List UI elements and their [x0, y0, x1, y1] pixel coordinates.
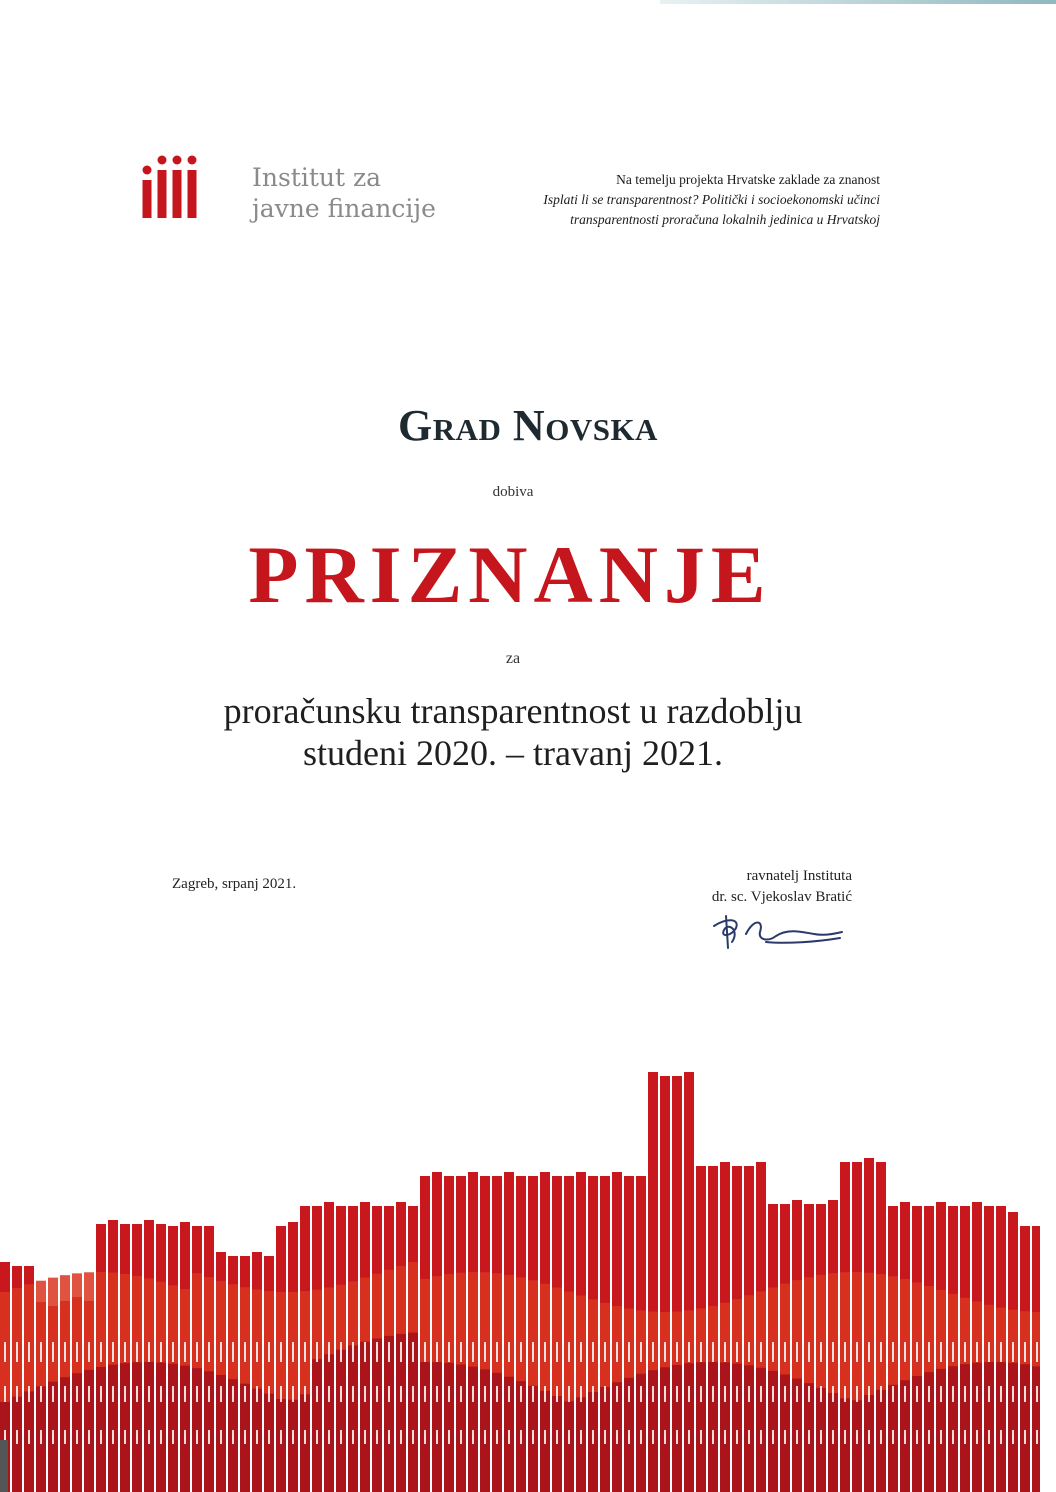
- for-label: za: [505, 650, 521, 667]
- project-note: [460, 170, 880, 230]
- award-reason: [0, 690, 1026, 774]
- director-name: dr. sc. Vjekoslav Bratić: [711, 889, 852, 905]
- receives-label: dobiva: [492, 484, 534, 500]
- place-date: Zagreb, srpanj 2021.: [172, 876, 297, 892]
- iiii-logo-icon: [139, 152, 201, 218]
- award-reason-line2: studeni 2020. – travanj 2021.: [303, 733, 723, 773]
- project-note-line2: Isplati li se transparentnost? Politički i socioekonomski učinci: [543, 192, 880, 207]
- top-edge-strip: [660, 0, 1056, 4]
- director-title: ravnatelj Instituta: [746, 868, 852, 884]
- recipient-name: Grad Novska: [398, 401, 658, 450]
- signature-icon: [706, 908, 846, 950]
- institute-name-line1: Institut za: [252, 163, 382, 192]
- award-reason-line1: proračunsku transparentnost u razdoblju: [223, 691, 803, 731]
- institute-name: [252, 162, 436, 224]
- institute-name-line2: javne financije: [252, 194, 436, 223]
- project-note-line1: Na temelju projekta Hrvatske zaklade za znanost: [616, 172, 880, 187]
- project-note-line3: transparentnosti proračuna lokalnih jedinica u Hrvatskoj: [570, 212, 880, 227]
- city-skyline-decoration: [0, 1050, 1040, 1492]
- scan-edge-mark: [0, 1440, 8, 1492]
- award-title: PRIZNANJE: [248, 529, 772, 620]
- director-block: [712, 866, 852, 908]
